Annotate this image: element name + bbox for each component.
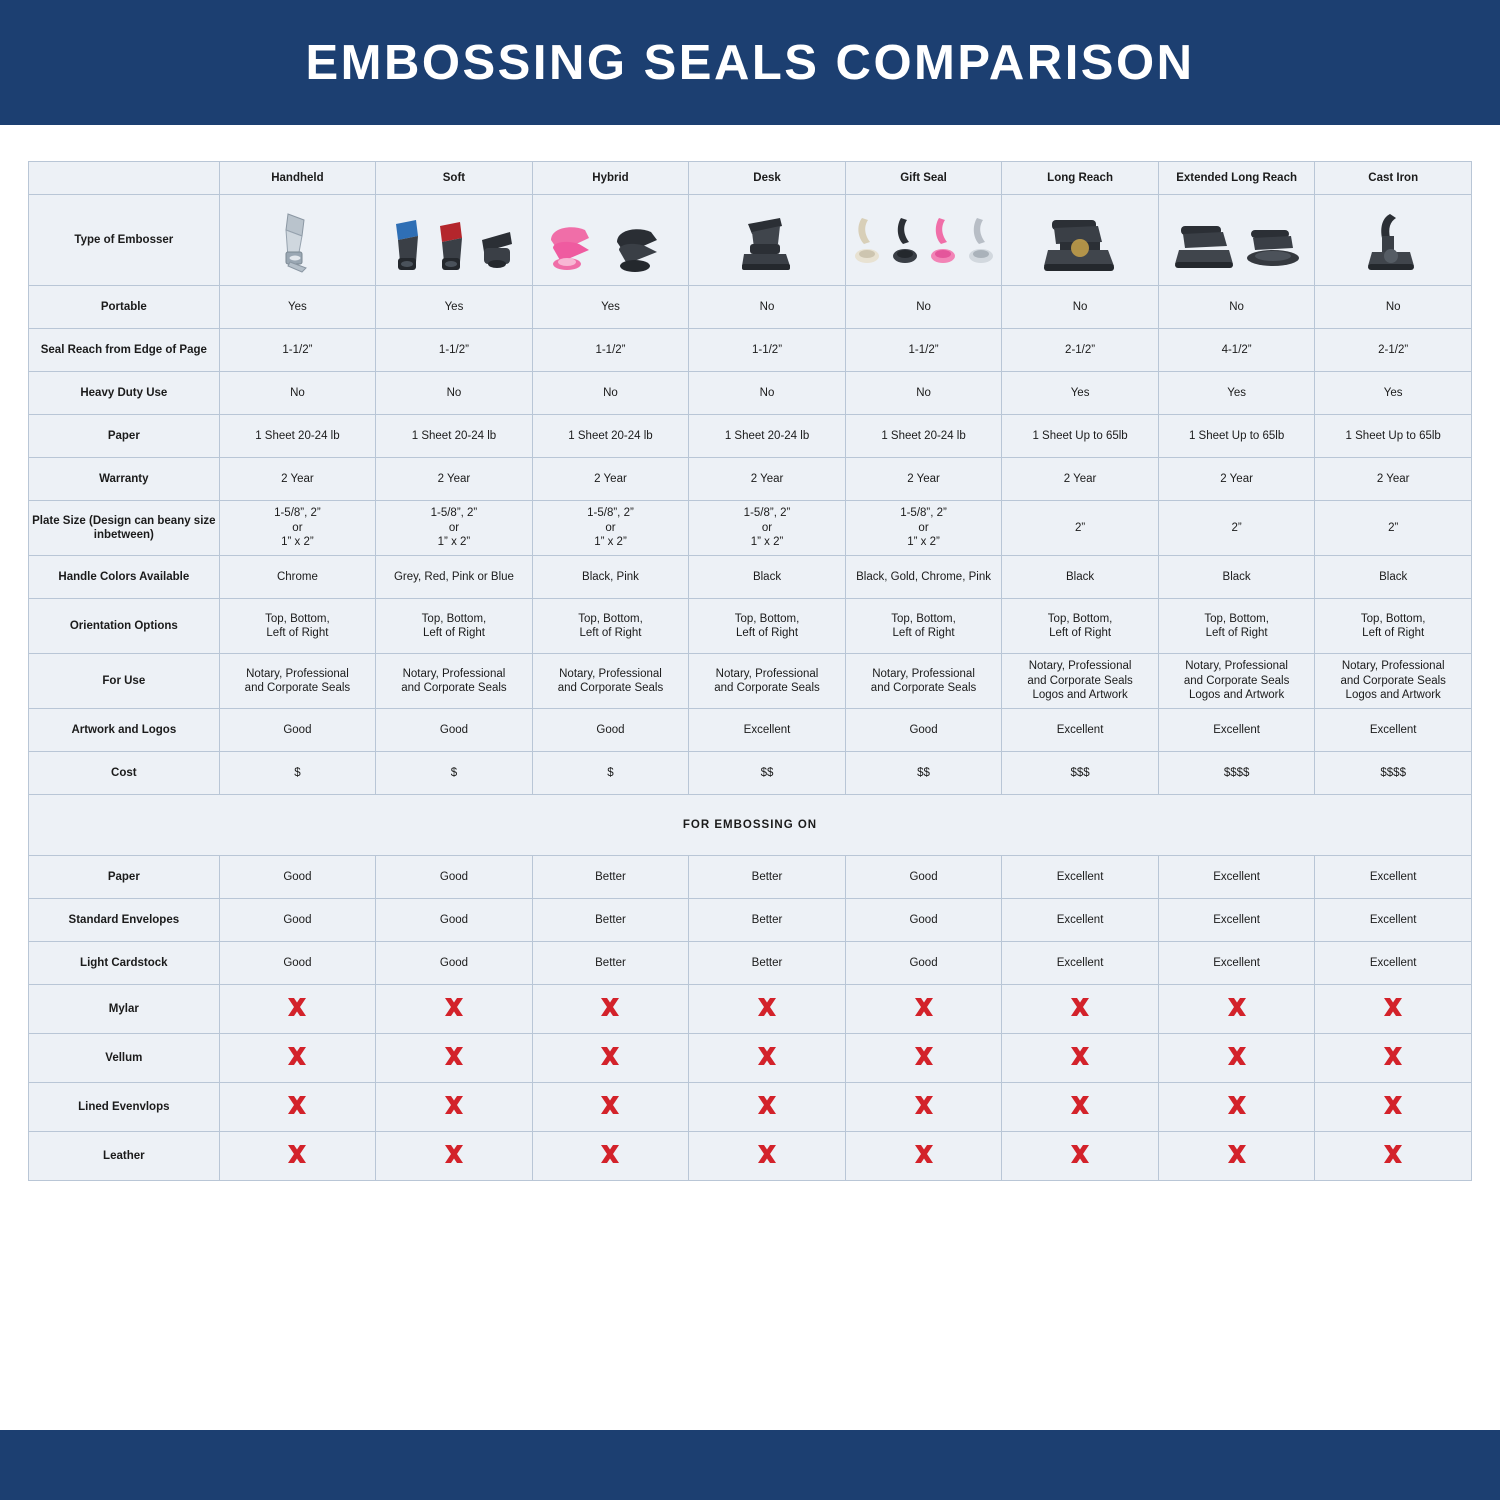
x-mark-icon [1225, 1044, 1249, 1068]
cell-handle-colors-extended-long-reach: Black [1158, 556, 1315, 599]
table-row-embossing-paper [29, 856, 1472, 899]
cell-leather-cast-iron [1315, 1132, 1472, 1181]
cell-paper-spec-cast-iron: 1 Sheet Up to 65lb [1315, 415, 1472, 458]
cell-warranty-handheld: 2 Year [219, 458, 376, 501]
cell-portable-gift-seal: No [845, 286, 1002, 329]
cell-paper-spec-desk: 1 Sheet 20-24 lb [689, 415, 846, 458]
cell-for-use-desk: Notary, Professional and Corporate Seals [689, 654, 846, 709]
cell-seal-reach-soft: 1-1/2” [376, 329, 533, 372]
cell-embossing-cardstock-extended-long-reach: Excellent [1158, 942, 1315, 985]
cell-artwork-soft: Good [376, 709, 533, 752]
cell-embossing-envelopes-cast-iron: Excellent [1315, 899, 1472, 942]
cell-embossing-envelopes-hybrid: Better [532, 899, 689, 942]
cell-mylar-extended-long-reach [1158, 985, 1315, 1034]
cell-handle-colors-desk: Black [689, 556, 846, 599]
cell-warranty-gift-seal: 2 Year [845, 458, 1002, 501]
handheld-embosser-image [223, 204, 373, 276]
table-row-embossing-standard-envelopes [29, 899, 1472, 942]
cell-mylar-cast-iron [1315, 985, 1472, 1034]
column-header-long-reach: Long Reach [1002, 162, 1159, 195]
table-row-embossing-lined-envelopes [29, 1083, 1472, 1132]
column-header-hybrid: Hybrid [532, 162, 689, 195]
cell-embossing-paper-desk: Better [689, 856, 846, 899]
x-mark-icon [1068, 1142, 1092, 1166]
cell-mylar-desk [689, 985, 846, 1034]
cell-vellum-extended-long-reach [1158, 1034, 1315, 1083]
cell-mylar-handheld [219, 985, 376, 1034]
cell-mylar-soft [376, 985, 533, 1034]
cell-leather-handheld [219, 1132, 376, 1181]
cell-embosser-image-cast-iron [1315, 195, 1472, 286]
soft-embosser-image [379, 204, 529, 276]
cell-cost-gift-seal: $$ [845, 752, 1002, 795]
cell-embosser-image-desk [689, 195, 846, 286]
table-row-portable [29, 286, 1472, 329]
cell-vellum-handheld [219, 1034, 376, 1083]
table-row-embossing-mylar [29, 985, 1472, 1034]
cell-for-use-gift-seal: Notary, Professional and Corporate Seals [845, 654, 1002, 709]
cell-warranty-soft: 2 Year [376, 458, 533, 501]
row-label-plate-size: Plate Size (Design can beany size inbetween) [29, 501, 220, 556]
cell-lined-handheld [219, 1083, 376, 1132]
long-reach-embosser-image [1005, 204, 1155, 276]
cell-embossing-paper-long-reach: Excellent [1002, 856, 1159, 899]
cell-paper-spec-long-reach: 1 Sheet Up to 65lb [1002, 415, 1159, 458]
cell-embossing-cardstock-handheld: Good [219, 942, 376, 985]
cell-leather-hybrid [532, 1132, 689, 1181]
x-mark-icon [285, 1044, 309, 1068]
x-mark-icon [1225, 1142, 1249, 1166]
x-mark-icon [1068, 1044, 1092, 1068]
cell-seal-reach-long-reach: 2-1/2” [1002, 329, 1159, 372]
x-mark-icon [598, 995, 622, 1019]
row-label-handle-colors: Handle Colors Available [29, 556, 220, 599]
cell-vellum-hybrid [532, 1034, 689, 1083]
section-band-label: FOR EMBOSSING ON [29, 795, 1472, 856]
row-label-embossing-lined-envelopes: Lined Evenvlops [29, 1083, 220, 1132]
x-mark-icon [912, 1093, 936, 1117]
x-mark-icon [1381, 995, 1405, 1019]
cell-seal-reach-cast-iron: 2-1/2” [1315, 329, 1472, 372]
cell-vellum-soft [376, 1034, 533, 1083]
cell-seal-reach-gift-seal: 1-1/2” [845, 329, 1002, 372]
cell-cost-soft: $ [376, 752, 533, 795]
row-label-type-of-embosser: Type of Embosser [29, 195, 220, 286]
cell-embossing-envelopes-extended-long-reach: Excellent [1158, 899, 1315, 942]
table-header-row [29, 162, 1472, 195]
cell-vellum-desk [689, 1034, 846, 1083]
cell-heavy-duty-hybrid: No [532, 372, 689, 415]
x-mark-icon [755, 1044, 779, 1068]
row-label-heavy-duty-use: Heavy Duty Use [29, 372, 220, 415]
cell-artwork-gift-seal: Good [845, 709, 1002, 752]
cell-lined-extended-long-reach [1158, 1083, 1315, 1132]
cell-orientation-extended-long-reach: Top, Bottom, Left of Right [1158, 599, 1315, 654]
cell-paper-spec-gift-seal: 1 Sheet 20-24 lb [845, 415, 1002, 458]
cell-embosser-image-long-reach [1002, 195, 1159, 286]
cell-portable-long-reach: No [1002, 286, 1159, 329]
cast-iron-embosser-image [1318, 204, 1468, 276]
cell-lined-soft [376, 1083, 533, 1132]
x-mark-icon [1068, 995, 1092, 1019]
page-header [0, 0, 1500, 129]
cell-paper-spec-hybrid: 1 Sheet 20-24 lb [532, 415, 689, 458]
desk-embosser-image [692, 204, 842, 276]
cell-heavy-duty-gift-seal: No [845, 372, 1002, 415]
table-row-embossing-leather [29, 1132, 1472, 1181]
cell-portable-hybrid: Yes [532, 286, 689, 329]
cell-mylar-long-reach [1002, 985, 1159, 1034]
cell-orientation-soft: Top, Bottom, Left of Right [376, 599, 533, 654]
cell-artwork-desk: Excellent [689, 709, 846, 752]
cell-embosser-image-gift-seal [845, 195, 1002, 286]
x-mark-icon [755, 1142, 779, 1166]
row-label-embossing-leather: Leather [29, 1132, 220, 1181]
cell-orientation-desk: Top, Bottom, Left of Right [689, 599, 846, 654]
cell-plate-size-extended-long-reach: 2” [1158, 501, 1315, 556]
cell-lined-desk [689, 1083, 846, 1132]
table-corner-cell [29, 162, 220, 195]
cell-leather-soft [376, 1132, 533, 1181]
column-header-desk: Desk [689, 162, 846, 195]
x-mark-icon [598, 1093, 622, 1117]
cell-handle-colors-gift-seal: Black, Gold, Chrome, Pink [845, 556, 1002, 599]
row-label-embossing-mylar: Mylar [29, 985, 220, 1034]
cell-leather-desk [689, 1132, 846, 1181]
comparison-table-container [0, 129, 1500, 1181]
column-header-cast-iron: Cast Iron [1315, 162, 1472, 195]
cell-embossing-paper-cast-iron: Excellent [1315, 856, 1472, 899]
x-mark-icon [1225, 995, 1249, 1019]
cell-embosser-image-extended-long-reach [1158, 195, 1315, 286]
cell-orientation-long-reach: Top, Bottom, Left of Right [1002, 599, 1159, 654]
page-title: EMBOSSING SEALS COMPARISON [305, 35, 1195, 90]
cell-paper-spec-soft: 1 Sheet 20-24 lb [376, 415, 533, 458]
cell-cost-handheld: $ [219, 752, 376, 795]
cell-heavy-duty-cast-iron: Yes [1315, 372, 1472, 415]
cell-heavy-duty-long-reach: Yes [1002, 372, 1159, 415]
cell-vellum-long-reach [1002, 1034, 1159, 1083]
x-mark-icon [1225, 1093, 1249, 1117]
x-mark-icon [442, 1044, 466, 1068]
cell-embossing-envelopes-soft: Good [376, 899, 533, 942]
cell-warranty-long-reach: 2 Year [1002, 458, 1159, 501]
x-mark-icon [755, 1093, 779, 1117]
x-mark-icon [442, 1142, 466, 1166]
row-label-warranty: Warranty [29, 458, 220, 501]
cell-heavy-duty-extended-long-reach: Yes [1158, 372, 1315, 415]
cell-plate-size-cast-iron: 2” [1315, 501, 1472, 556]
cell-artwork-long-reach: Excellent [1002, 709, 1159, 752]
row-label-cost: Cost [29, 752, 220, 795]
cell-portable-handheld: Yes [219, 286, 376, 329]
cell-embossing-paper-soft: Good [376, 856, 533, 899]
cell-heavy-duty-desk: No [689, 372, 846, 415]
table-row-embossing-light-cardstock [29, 942, 1472, 985]
table-row-cost [29, 752, 1472, 795]
hybrid-embosser-image [536, 204, 686, 276]
cell-mylar-hybrid [532, 985, 689, 1034]
column-header-soft: Soft [376, 162, 533, 195]
cell-paper-spec-extended-long-reach: 1 Sheet Up to 65lb [1158, 415, 1315, 458]
cell-plate-size-desk: 1-5/8”, 2” or 1” x 2” [689, 501, 846, 556]
x-mark-icon [1381, 1093, 1405, 1117]
cell-heavy-duty-soft: No [376, 372, 533, 415]
cell-paper-spec-handheld: 1 Sheet 20-24 lb [219, 415, 376, 458]
cell-leather-extended-long-reach [1158, 1132, 1315, 1181]
cell-embosser-image-hybrid [532, 195, 689, 286]
table-row-seal-reach [29, 329, 1472, 372]
cell-cost-cast-iron: $$$$ [1315, 752, 1472, 795]
cell-artwork-cast-iron: Excellent [1315, 709, 1472, 752]
embossing-seals-comparison-table [28, 161, 1472, 1181]
cell-for-use-extended-long-reach: Notary, Professional and Corporate Seals Logos and Artwork [1158, 654, 1315, 709]
cell-cost-desk: $$ [689, 752, 846, 795]
cell-warranty-hybrid: 2 Year [532, 458, 689, 501]
cell-lined-hybrid [532, 1083, 689, 1132]
gift-seal-embosser-image [849, 204, 999, 276]
row-label-paper-spec: Paper [29, 415, 220, 458]
cell-warranty-cast-iron: 2 Year [1315, 458, 1472, 501]
cell-for-use-hybrid: Notary, Professional and Corporate Seals [532, 654, 689, 709]
cell-for-use-soft: Notary, Professional and Corporate Seals [376, 654, 533, 709]
row-label-orientation-options: Orientation Options [29, 599, 220, 654]
cell-embossing-paper-handheld: Good [219, 856, 376, 899]
table-row-plate-size [29, 501, 1472, 556]
cell-plate-size-gift-seal: 1-5/8”, 2” or 1” x 2” [845, 501, 1002, 556]
cell-portable-cast-iron: No [1315, 286, 1472, 329]
x-mark-icon [285, 995, 309, 1019]
table-row-type-of-embosser [29, 195, 1472, 286]
x-mark-icon [755, 995, 779, 1019]
x-mark-icon [1068, 1093, 1092, 1117]
cell-lined-gift-seal [845, 1083, 1002, 1132]
cell-embossing-envelopes-long-reach: Excellent [1002, 899, 1159, 942]
cell-lined-long-reach [1002, 1083, 1159, 1132]
table-row-paper-spec [29, 415, 1472, 458]
x-mark-icon [285, 1093, 309, 1117]
table-row-embossing-vellum [29, 1034, 1472, 1083]
row-label-seal-reach: Seal Reach from Edge of Page [29, 329, 220, 372]
x-mark-icon [1381, 1044, 1405, 1068]
column-header-handheld: Handheld [219, 162, 376, 195]
table-row-heavy-duty-use [29, 372, 1472, 415]
cell-for-use-cast-iron: Notary, Professional and Corporate Seals Logos and Artwork [1315, 654, 1472, 709]
cell-plate-size-handheld: 1-5/8”, 2” or 1” x 2” [219, 501, 376, 556]
row-label-portable: Portable [29, 286, 220, 329]
row-label-embossing-light-cardstock: Light Cardstock [29, 942, 220, 985]
cell-embossing-cardstock-gift-seal: Good [845, 942, 1002, 985]
row-label-artwork-and-logos: Artwork and Logos [29, 709, 220, 752]
cell-embossing-cardstock-cast-iron: Excellent [1315, 942, 1472, 985]
cell-artwork-extended-long-reach: Excellent [1158, 709, 1315, 752]
cell-embossing-envelopes-desk: Better [689, 899, 846, 942]
cell-portable-extended-long-reach: No [1158, 286, 1315, 329]
cell-handle-colors-hybrid: Black, Pink [532, 556, 689, 599]
cell-embossing-paper-gift-seal: Good [845, 856, 1002, 899]
cell-seal-reach-hybrid: 1-1/2” [532, 329, 689, 372]
cell-mylar-gift-seal [845, 985, 1002, 1034]
x-mark-icon [912, 995, 936, 1019]
cell-vellum-cast-iron [1315, 1034, 1472, 1083]
x-mark-icon [912, 1142, 936, 1166]
cell-embossing-cardstock-desk: Better [689, 942, 846, 985]
cell-leather-gift-seal [845, 1132, 1002, 1181]
cell-orientation-gift-seal: Top, Bottom, Left of Right [845, 599, 1002, 654]
row-label-embossing-standard-envelopes: Standard Envelopes [29, 899, 220, 942]
cell-artwork-handheld: Good [219, 709, 376, 752]
cell-handle-colors-long-reach: Black [1002, 556, 1159, 599]
cell-embossing-cardstock-soft: Good [376, 942, 533, 985]
cell-seal-reach-desk: 1-1/2” [689, 329, 846, 372]
x-mark-icon [442, 1093, 466, 1117]
cell-warranty-desk: 2 Year [689, 458, 846, 501]
extended-long-reach-embosser-image [1162, 204, 1312, 276]
cell-seal-reach-extended-long-reach: 4-1/2” [1158, 329, 1315, 372]
table-row-for-use [29, 654, 1472, 709]
cell-for-use-long-reach: Notary, Professional and Corporate Seals Logos and Artwork [1002, 654, 1159, 709]
cell-handle-colors-handheld: Chrome [219, 556, 376, 599]
comparison-table-body [29, 195, 1472, 1181]
column-header-extended-long-reach: Extended Long Reach [1158, 162, 1315, 195]
cell-cost-long-reach: $$$ [1002, 752, 1159, 795]
table-row-orientation-options [29, 599, 1472, 654]
x-mark-icon [598, 1142, 622, 1166]
cell-embossing-cardstock-hybrid: Better [532, 942, 689, 985]
cell-portable-soft: Yes [376, 286, 533, 329]
cell-embossing-envelopes-handheld: Good [219, 899, 376, 942]
cell-leather-long-reach [1002, 1132, 1159, 1181]
cell-plate-size-hybrid: 1-5/8”, 2” or 1” x 2” [532, 501, 689, 556]
section-band-for-embossing-on [29, 795, 1472, 856]
cell-plate-size-long-reach: 2” [1002, 501, 1159, 556]
cell-embossing-cardstock-long-reach: Excellent [1002, 942, 1159, 985]
cell-embossing-paper-extended-long-reach: Excellent [1158, 856, 1315, 899]
x-mark-icon [442, 995, 466, 1019]
x-mark-icon [912, 1044, 936, 1068]
cell-warranty-extended-long-reach: 2 Year [1158, 458, 1315, 501]
cell-embossing-paper-hybrid: Better [532, 856, 689, 899]
cell-heavy-duty-handheld: No [219, 372, 376, 415]
row-label-for-use: For Use [29, 654, 220, 709]
table-row-warranty [29, 458, 1472, 501]
row-label-embossing-vellum: Vellum [29, 1034, 220, 1083]
cell-for-use-handheld: Notary, Professional and Corporate Seals [219, 654, 376, 709]
cell-seal-reach-handheld: 1-1/2” [219, 329, 376, 372]
cell-handle-colors-soft: Grey, Red, Pink or Blue [376, 556, 533, 599]
cell-orientation-handheld: Top, Bottom, Left of Right [219, 599, 376, 654]
cell-embosser-image-handheld [219, 195, 376, 286]
cell-embosser-image-soft [376, 195, 533, 286]
page-footer-banner [0, 1426, 1500, 1500]
cell-orientation-hybrid: Top, Bottom, Left of Right [532, 599, 689, 654]
cell-plate-size-soft: 1-5/8”, 2” or 1” x 2” [376, 501, 533, 556]
cell-orientation-cast-iron: Top, Bottom, Left of Right [1315, 599, 1472, 654]
table-row-handle-colors [29, 556, 1472, 599]
x-mark-icon [598, 1044, 622, 1068]
table-row-artwork-and-logos [29, 709, 1472, 752]
x-mark-icon [1381, 1142, 1405, 1166]
cell-cost-hybrid: $ [532, 752, 689, 795]
cell-cost-extended-long-reach: $$$$ [1158, 752, 1315, 795]
cell-lined-cast-iron [1315, 1083, 1472, 1132]
cell-handle-colors-cast-iron: Black [1315, 556, 1472, 599]
cell-vellum-gift-seal [845, 1034, 1002, 1083]
column-header-gift-seal: Gift Seal [845, 162, 1002, 195]
cell-artwork-hybrid: Good [532, 709, 689, 752]
cell-portable-desk: No [689, 286, 846, 329]
cell-embossing-envelopes-gift-seal: Good [845, 899, 1002, 942]
row-label-embossing-paper: Paper [29, 856, 220, 899]
x-mark-icon [285, 1142, 309, 1166]
